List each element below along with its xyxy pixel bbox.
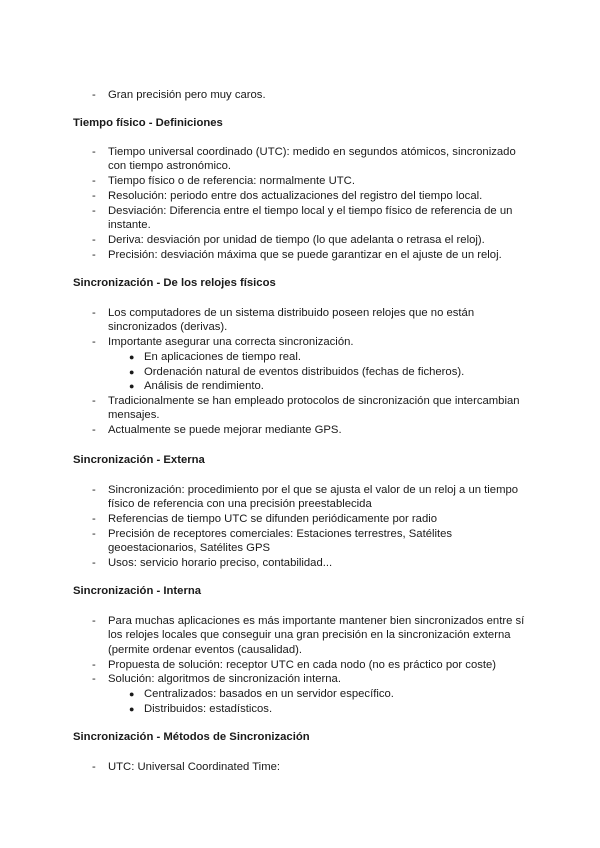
- list-item-cont: geoestacionarios, Satélites GPS: [108, 542, 271, 554]
- list-item: Actualmente se puede mejorar mediante GPS.: [108, 424, 342, 436]
- list-dash: -: [92, 761, 96, 773]
- bullet-icon: ●: [129, 689, 135, 699]
- list-dash: -: [92, 234, 96, 246]
- list-item: Gran precisión pero muy caros.: [108, 89, 266, 101]
- list-item: Resolución: periodo entre dos actualizaciones del registro del tiempo local.: [108, 190, 483, 202]
- list-item-cont: mensajes.: [108, 409, 160, 421]
- list-item: Precisión de receptores comerciales: Estaciones terrestres, Satélites: [108, 528, 453, 540]
- list-item: Deriva: desviación por unidad de tiempo (lo que adelanta o retrasa el reloj).: [108, 234, 485, 246]
- sub-list-item: Ordenación natural de eventos distribuidos (fechas de ficheros).: [144, 366, 465, 378]
- sub-list-item: Análisis de rendimiento.: [144, 380, 264, 392]
- list-item: UTC: Universal Coordinated Time:: [108, 761, 281, 773]
- list-dash: -: [92, 484, 96, 496]
- sub-list-item: Distribuidos: estadísticos.: [144, 703, 273, 715]
- list-dash: -: [92, 557, 96, 569]
- list-dash: -: [92, 336, 96, 348]
- sub-list-item: En aplicaciones de tiempo real.: [144, 351, 301, 363]
- list-dash: -: [92, 146, 96, 158]
- section-heading: Sincronización - De los relojes físicos: [73, 277, 276, 289]
- list-dash: -: [92, 205, 96, 217]
- section-heading: Tiempo físico - Definiciones: [73, 117, 223, 129]
- list-item-cont: con tiempo astronómico.: [108, 160, 232, 172]
- list-item: Para muchas aplicaciones es más importante mantener bien sincronizados entre sí: [108, 615, 525, 627]
- list-dash: -: [92, 528, 96, 540]
- list-dash: -: [92, 307, 96, 319]
- list-item: Tiempo físico o de referencia: normalmente UTC.: [108, 175, 355, 187]
- list-dash: -: [92, 615, 96, 627]
- list-item: Tiempo universal coordinado (UTC): medido en segundos atómicos, sincronizado: [108, 146, 516, 158]
- list-item: Precisión: desviación máxima que se puede garantizar en el ajuste de un reloj.: [108, 249, 502, 261]
- list-dash: -: [92, 513, 96, 525]
- section-heading: Sincronización - Externa: [73, 454, 205, 466]
- bullet-icon: ●: [129, 704, 135, 714]
- list-dash: -: [92, 190, 96, 202]
- list-dash: -: [92, 175, 96, 187]
- list-item: Usos: servicio horario preciso, contabilidad...: [108, 557, 333, 569]
- list-item: Desviación: Diferencia entre el tiempo local y el tiempo físico de referencia de un: [108, 205, 513, 217]
- section-heading: Sincronización - Interna: [73, 585, 202, 597]
- list-item-cont: (permite ordenar eventos (causalidad).: [108, 644, 303, 656]
- bullet-icon: ●: [129, 381, 135, 391]
- section-heading: Sincronización - Métodos de Sincronización: [73, 731, 310, 743]
- list-dash: -: [92, 249, 96, 261]
- list-dash: -: [92, 89, 96, 101]
- list-item-cont: físico de referencia con una precisión preestablecida: [108, 498, 372, 510]
- bullet-icon: ●: [129, 367, 135, 377]
- list-dash: -: [92, 395, 96, 407]
- list-item: Tradicionalmente se han empleado protocolos de sincronización que intercambian: [108, 395, 520, 407]
- list-item: Solución: algoritmos de sincronización interna.: [108, 673, 341, 685]
- list-item: Importante asegurar una correcta sincronización.: [108, 336, 354, 348]
- list-dash: -: [92, 673, 96, 685]
- list-item: Propuesta de solución: receptor UTC en cada nodo (no es práctico por coste): [108, 659, 497, 671]
- list-item: Referencias de tiempo UTC se difunden periódicamente por radio: [108, 513, 438, 525]
- list-item-cont: los relojes locales que conseguir una gran precisión en la sincronización externa: [108, 629, 511, 641]
- sub-list-item: Centralizados: basados en un servidor específico.: [144, 688, 394, 700]
- list-item-cont: sincronizados (derivas).: [108, 321, 228, 333]
- list-dash: -: [92, 659, 96, 671]
- list-item: Sincronización: procedimiento por el que se ajusta el valor de un reloj a un tiempo: [108, 484, 519, 496]
- list-item-cont: instante.: [108, 219, 151, 231]
- bullet-icon: ●: [129, 352, 135, 362]
- list-dash: -: [92, 424, 96, 436]
- list-item: Los computadores de un sistema distribuido poseen relojes que no están: [108, 307, 475, 319]
